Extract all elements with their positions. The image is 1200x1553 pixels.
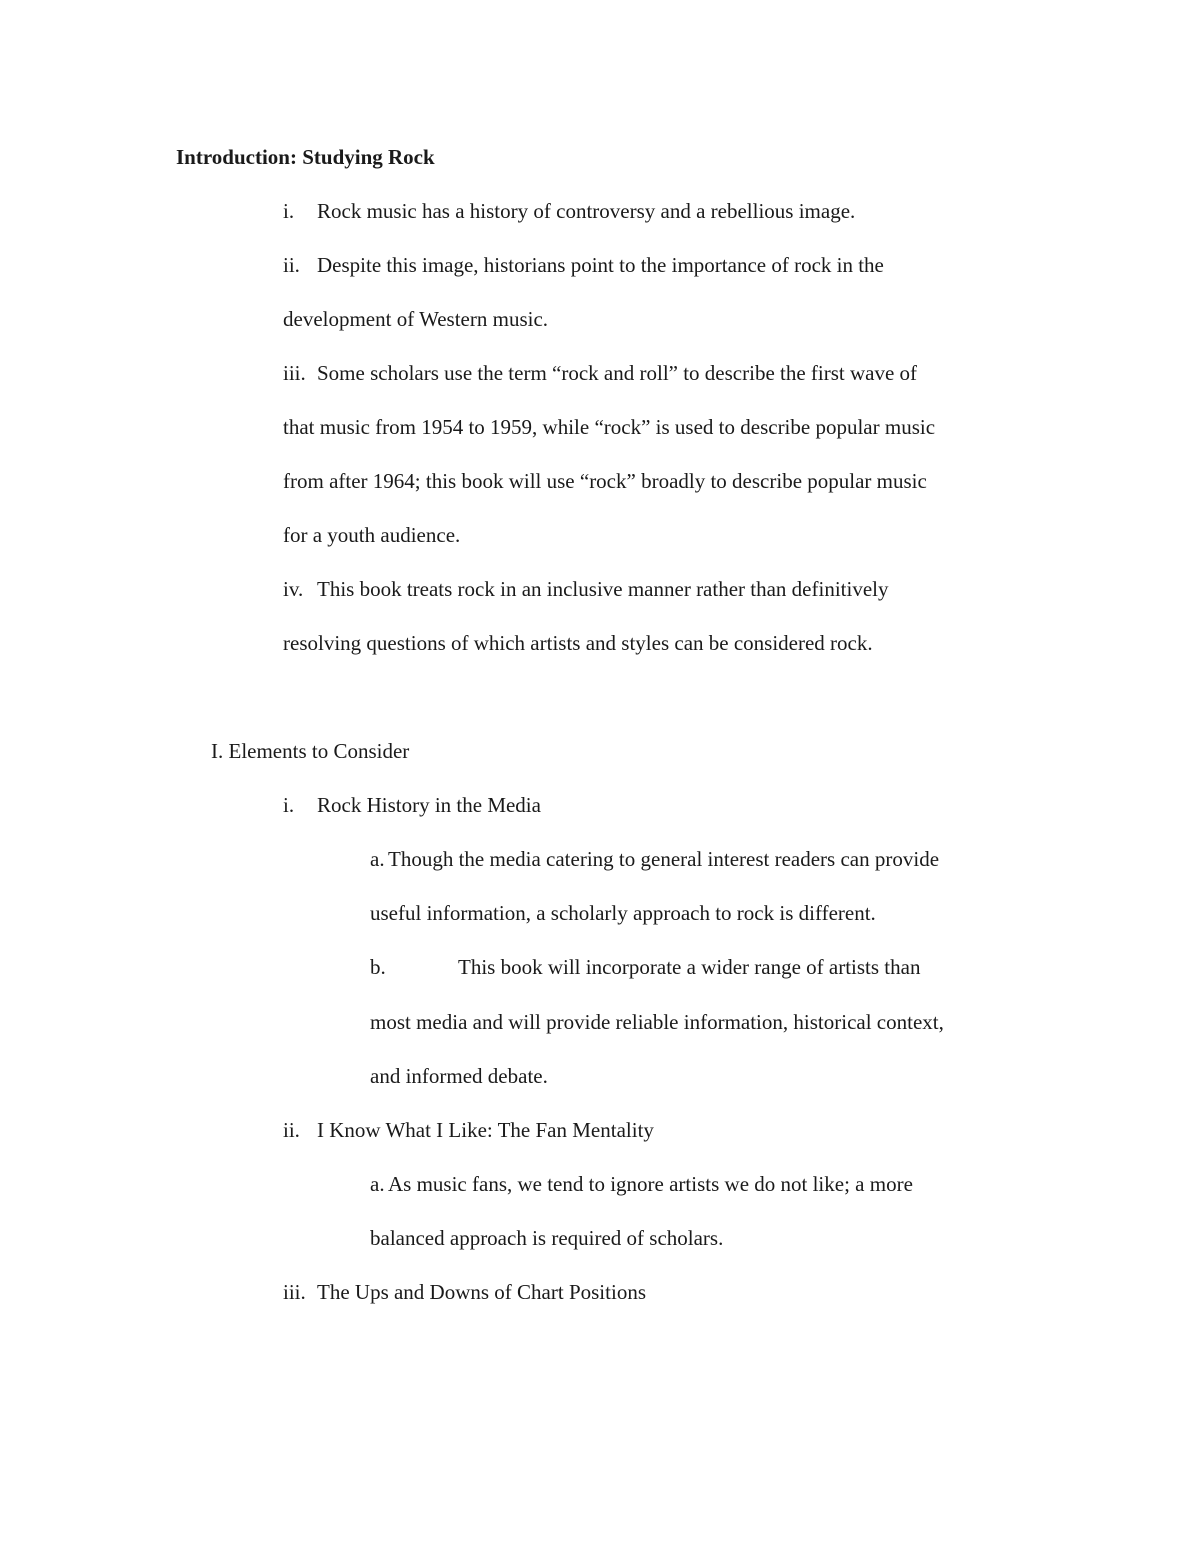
intro-item-2-marker: ii. (283, 253, 300, 277)
intro-item-3-text: Some scholars use the term “rock and roll” to describe the first wave of (317, 361, 918, 385)
intro-item-4-text: This book treats rock in an inclusive manner rather than definitively (317, 577, 889, 601)
intro-item-3-text: for a youth audience. (283, 523, 461, 547)
subitem-a-text: As music fans, we tend to ignore artists we do not like; a more (388, 1172, 913, 1196)
intro-item-2-text: Despite this image, historians point to the importance of rock in the (317, 253, 884, 277)
section-item-3-marker: iii. (283, 1280, 306, 1304)
section-item-1-label: Rock History in the Media (317, 793, 541, 817)
subitem-a-text: useful information, a scholarly approach to rock is different. (370, 901, 876, 925)
intro-item-2-text: development of Western music. (283, 307, 549, 331)
intro-item-3-text: that music from 1954 to 1959, while “rock” is used to describe popular music (283, 415, 936, 439)
subitem-b-text: most media and will provide reliable information, historical context, (370, 1010, 944, 1034)
intro-item-3-marker: iii. (283, 361, 306, 385)
intro-item-4-marker: iv. (283, 577, 304, 601)
subitem-a-marker: a. (370, 847, 385, 871)
subitem-b-text: and informed debate. (370, 1064, 548, 1088)
subitem-b-text: This book will incorporate a wider range of artists than (458, 955, 921, 979)
section-item-2-label: I Know What I Like: The Fan Mentality (317, 1118, 654, 1142)
section-heading: I. Elements to Consider (211, 739, 410, 763)
intro-item-1-text: Rock music has a history of controversy and a rebellious image. (317, 199, 856, 223)
intro-item-3-text: from after 1964; this book will use “rock” broadly to describe popular music (283, 469, 927, 493)
section-item-1-marker: i. (283, 793, 295, 817)
subitem-b-marker: b. (370, 955, 386, 979)
subitem-a-marker: a. (370, 1172, 385, 1196)
subitem-a-text: balanced approach is required of scholars. (370, 1226, 724, 1250)
section-item-3-label: The Ups and Downs of Chart Positions (317, 1280, 646, 1304)
subitem-a-text: Though the media catering to general interest readers can provide (388, 847, 940, 871)
section-item-2-marker: ii. (283, 1118, 300, 1142)
document-title: Introduction: Studying Rock (176, 145, 435, 169)
intro-item-4-text: resolving questions of which artists and styles can be considered rock. (283, 631, 873, 655)
intro-item-1-marker: i. (283, 199, 295, 223)
